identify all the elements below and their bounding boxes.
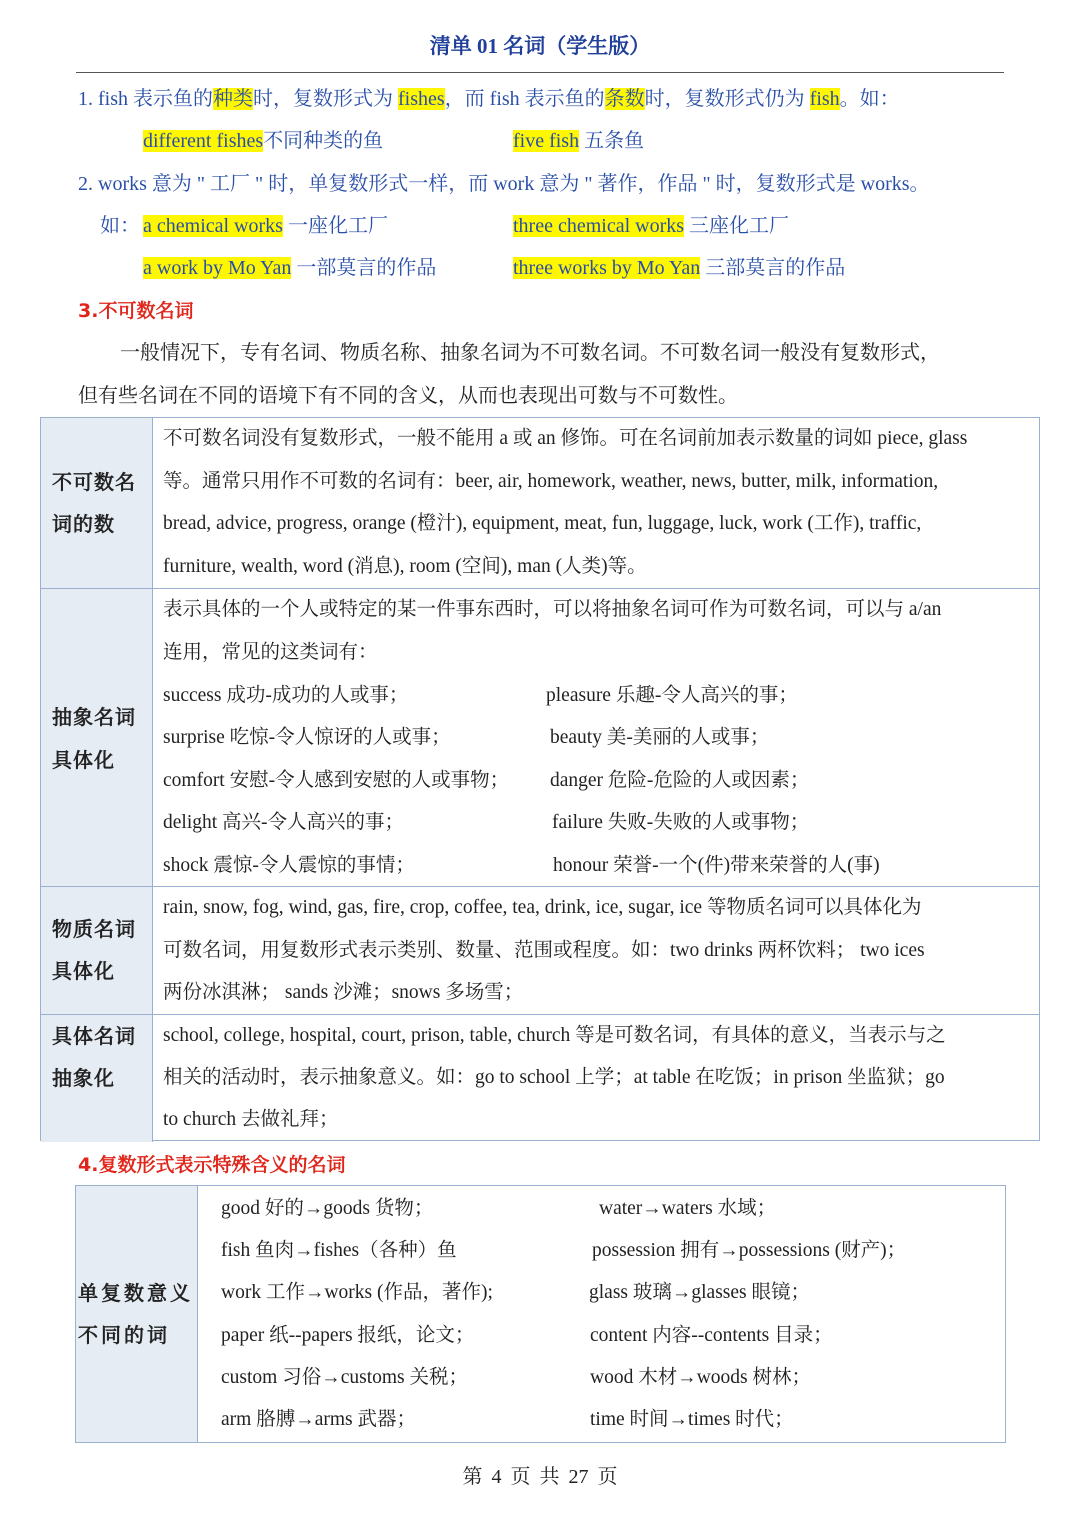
example-chinese: 一部莫言的作品	[296, 257, 437, 279]
item2-ru: 如：	[100, 215, 140, 237]
pair-right: failure 失败-失败的人或事物；	[552, 812, 810, 833]
row-label-line: 抽象名词	[52, 705, 136, 729]
line-segment: ，而 fish 表示鱼的	[444, 88, 605, 110]
item1-line	[78, 84, 900, 114]
pair-left: surprise 吃惊-令人惊讶的人或事；	[163, 727, 451, 748]
line-segment: 时，复数形式仍为	[644, 88, 810, 110]
row-label-line: 单复数意义	[78, 1281, 193, 1305]
section3-paragraph-line-1: 一般情况下，专有名词、物质名称、抽象名词为不可数名词。不可数名词一般没有复数形式，	[120, 342, 940, 364]
row-label-line: 不同的词	[78, 1323, 170, 1347]
item2-example-3	[143, 253, 436, 283]
row-label-line: 物质名词	[52, 917, 136, 941]
table-row	[41, 1014, 1039, 1142]
cell-line: 不可数名词没有复数形式，一般不能用 a 或 an 修饰。可在名词前加表示数量的词如 piece, glass	[163, 428, 968, 449]
row-label	[41, 887, 153, 1014]
pair-left: shock 震惊-令人震惊的事情；	[163, 855, 415, 876]
pair-left: paper 纸--papers 报纸，论文；	[221, 1325, 475, 1346]
row-label	[76, 1186, 198, 1442]
pair-right: content 内容--contents 目录；	[590, 1325, 833, 1346]
section3-heading: 3.不可数名词	[78, 300, 194, 322]
cell-line: furniture, wealth, word (消息), room (空间), man (人类)等。	[163, 556, 647, 577]
table-row	[41, 588, 1039, 886]
pair-left: delight 高兴-令人高兴的事；	[163, 812, 405, 833]
row-label	[41, 1015, 153, 1142]
pair-left: work 工作→works (作品，著作);	[221, 1282, 493, 1303]
highlighted-term: 种类	[213, 88, 253, 110]
pair-left: comfort 安慰-令人感到安慰的人或事物；	[163, 770, 510, 791]
row-label-line: 具体名词	[52, 1024, 136, 1048]
pair-left: good 好的→goods 货物；	[221, 1198, 434, 1219]
example-english: three works by Mo Yan	[513, 257, 701, 279]
line-segment: 。如：	[839, 88, 900, 110]
pair-left: success 成功-成功的人或事；	[163, 685, 409, 706]
row-label	[41, 418, 153, 588]
example-english: a work by Mo Yan	[143, 257, 292, 279]
highlighted-term: fishes	[398, 88, 445, 110]
line-segment: 时，复数形式为	[253, 88, 398, 110]
cell-line: bread, advice, progress, orange (橙汁), equipment, meat, fun, luggage, luck, work (工作), traffic,	[163, 513, 922, 534]
cell-line: 可数名词，用复数形式表示类别、数量、范围或程度。如：two drinks 两杯饮料； two ices	[163, 940, 925, 961]
example-english: different fishes	[143, 130, 264, 152]
item1-example-1	[143, 126, 383, 156]
pair-left: custom 习俗→customs 关税；	[221, 1367, 468, 1388]
pair-right: pleasure 乐趣-令人高兴的事；	[546, 685, 798, 706]
cell-line: 两份冰淇淋； sands 沙滩；snows 多场雪；	[163, 982, 524, 1003]
example-chinese: 三部莫言的作品	[705, 257, 846, 279]
cell-line: 连用，常见的这类词有：	[163, 642, 378, 663]
table-row	[41, 418, 1039, 588]
pair-right: danger 危险-危险的人或因素；	[550, 770, 810, 791]
header-divider	[76, 72, 1004, 73]
pair-left: fish 鱼肉→fishes（各种）鱼	[221, 1240, 457, 1261]
pair-right: beauty 美-美丽的人或事；	[550, 727, 770, 748]
page-title: 清单 01 名词（学生版）	[429, 34, 651, 58]
example-chinese: 五条鱼	[584, 130, 645, 152]
item2-example-1	[143, 211, 388, 241]
section4-heading: 4.复数形式表示特殊含义的名词	[78, 1154, 346, 1176]
example-chinese: 一座化工厂	[287, 215, 388, 237]
item1-example-2	[513, 126, 644, 156]
cell-line: 等。通常只用作不可数的名词有：beer, air, homework, weather, news, butter, milk, information,	[163, 471, 939, 492]
pair-right: wood 木材→woods 树林；	[590, 1367, 812, 1388]
pair-right: honour 荣誉-一个(件)带来荣誉的人(事)	[553, 855, 880, 876]
item2-example-4	[513, 253, 845, 283]
pair-right: possession 拥有→possessions (财产)；	[592, 1240, 907, 1261]
cell-line: to church 去做礼拜；	[163, 1109, 339, 1130]
row-label-line: 不可数名	[52, 470, 136, 494]
highlighted-term: 条数	[604, 88, 645, 110]
pair-right: water→waters 水域；	[599, 1198, 777, 1219]
example-chinese: 不同种类的鱼	[263, 130, 384, 152]
row-label-line: 具体化	[52, 748, 115, 772]
cell-line: 表示具体的一个人或特定的某一件事东西时，可以将抽象名词可作为可数名词，可以与 a/an	[163, 599, 942, 620]
pair-right: time 时间→times 时代；	[590, 1409, 794, 1430]
example-english: three chemical works	[513, 215, 685, 237]
item2-example-2	[513, 211, 789, 241]
item2-line: 2. works 意为 " 工厂 " 时，单复数形式一样，而 work 意为 " 著作，作品 " 时，复数形式是 works。	[78, 173, 930, 195]
pair-right: glass 玻璃→glasses 眼镜；	[589, 1282, 810, 1303]
uncountable-nouns-table	[40, 417, 1040, 1141]
row-label-line: 词的数	[52, 512, 115, 536]
cell-line: school, college, hospital, court, prison, table, church 等是可数名词，有具体的意义，当表示与之	[163, 1025, 946, 1046]
highlighted-term: fish	[809, 88, 840, 110]
row-label-line: 具体化	[52, 959, 115, 983]
row-label	[41, 589, 153, 886]
section3-paragraph-line-2: 但有些名词在不同的语境下有不同的含义，从而也表现出可数与不可数性。	[78, 385, 738, 407]
table-row	[41, 886, 1039, 1014]
page-number: 第 4 页 共 27 页	[462, 1466, 618, 1488]
plural-meaning-table	[75, 1185, 1006, 1443]
cell-line: rain, snow, fog, wind, gas, fire, crop, coffee, tea, drink, ice, sugar, ice 等物质名词可以具体化为	[163, 897, 922, 918]
example-english: a chemical works	[143, 215, 283, 237]
row-label-line: 抽象化	[52, 1066, 115, 1090]
line-segment: 1. fish 表示鱼的	[78, 88, 213, 110]
pair-left: arm 胳膊→arms 武器；	[221, 1409, 416, 1430]
example-chinese: 三座化工厂	[689, 215, 790, 237]
cell-line: 相关的活动时，表示抽象意义。如：go to school 上学；at table 在吃饭；in prison 坐监狱；go	[163, 1067, 945, 1088]
example-english: five fish	[513, 130, 580, 152]
